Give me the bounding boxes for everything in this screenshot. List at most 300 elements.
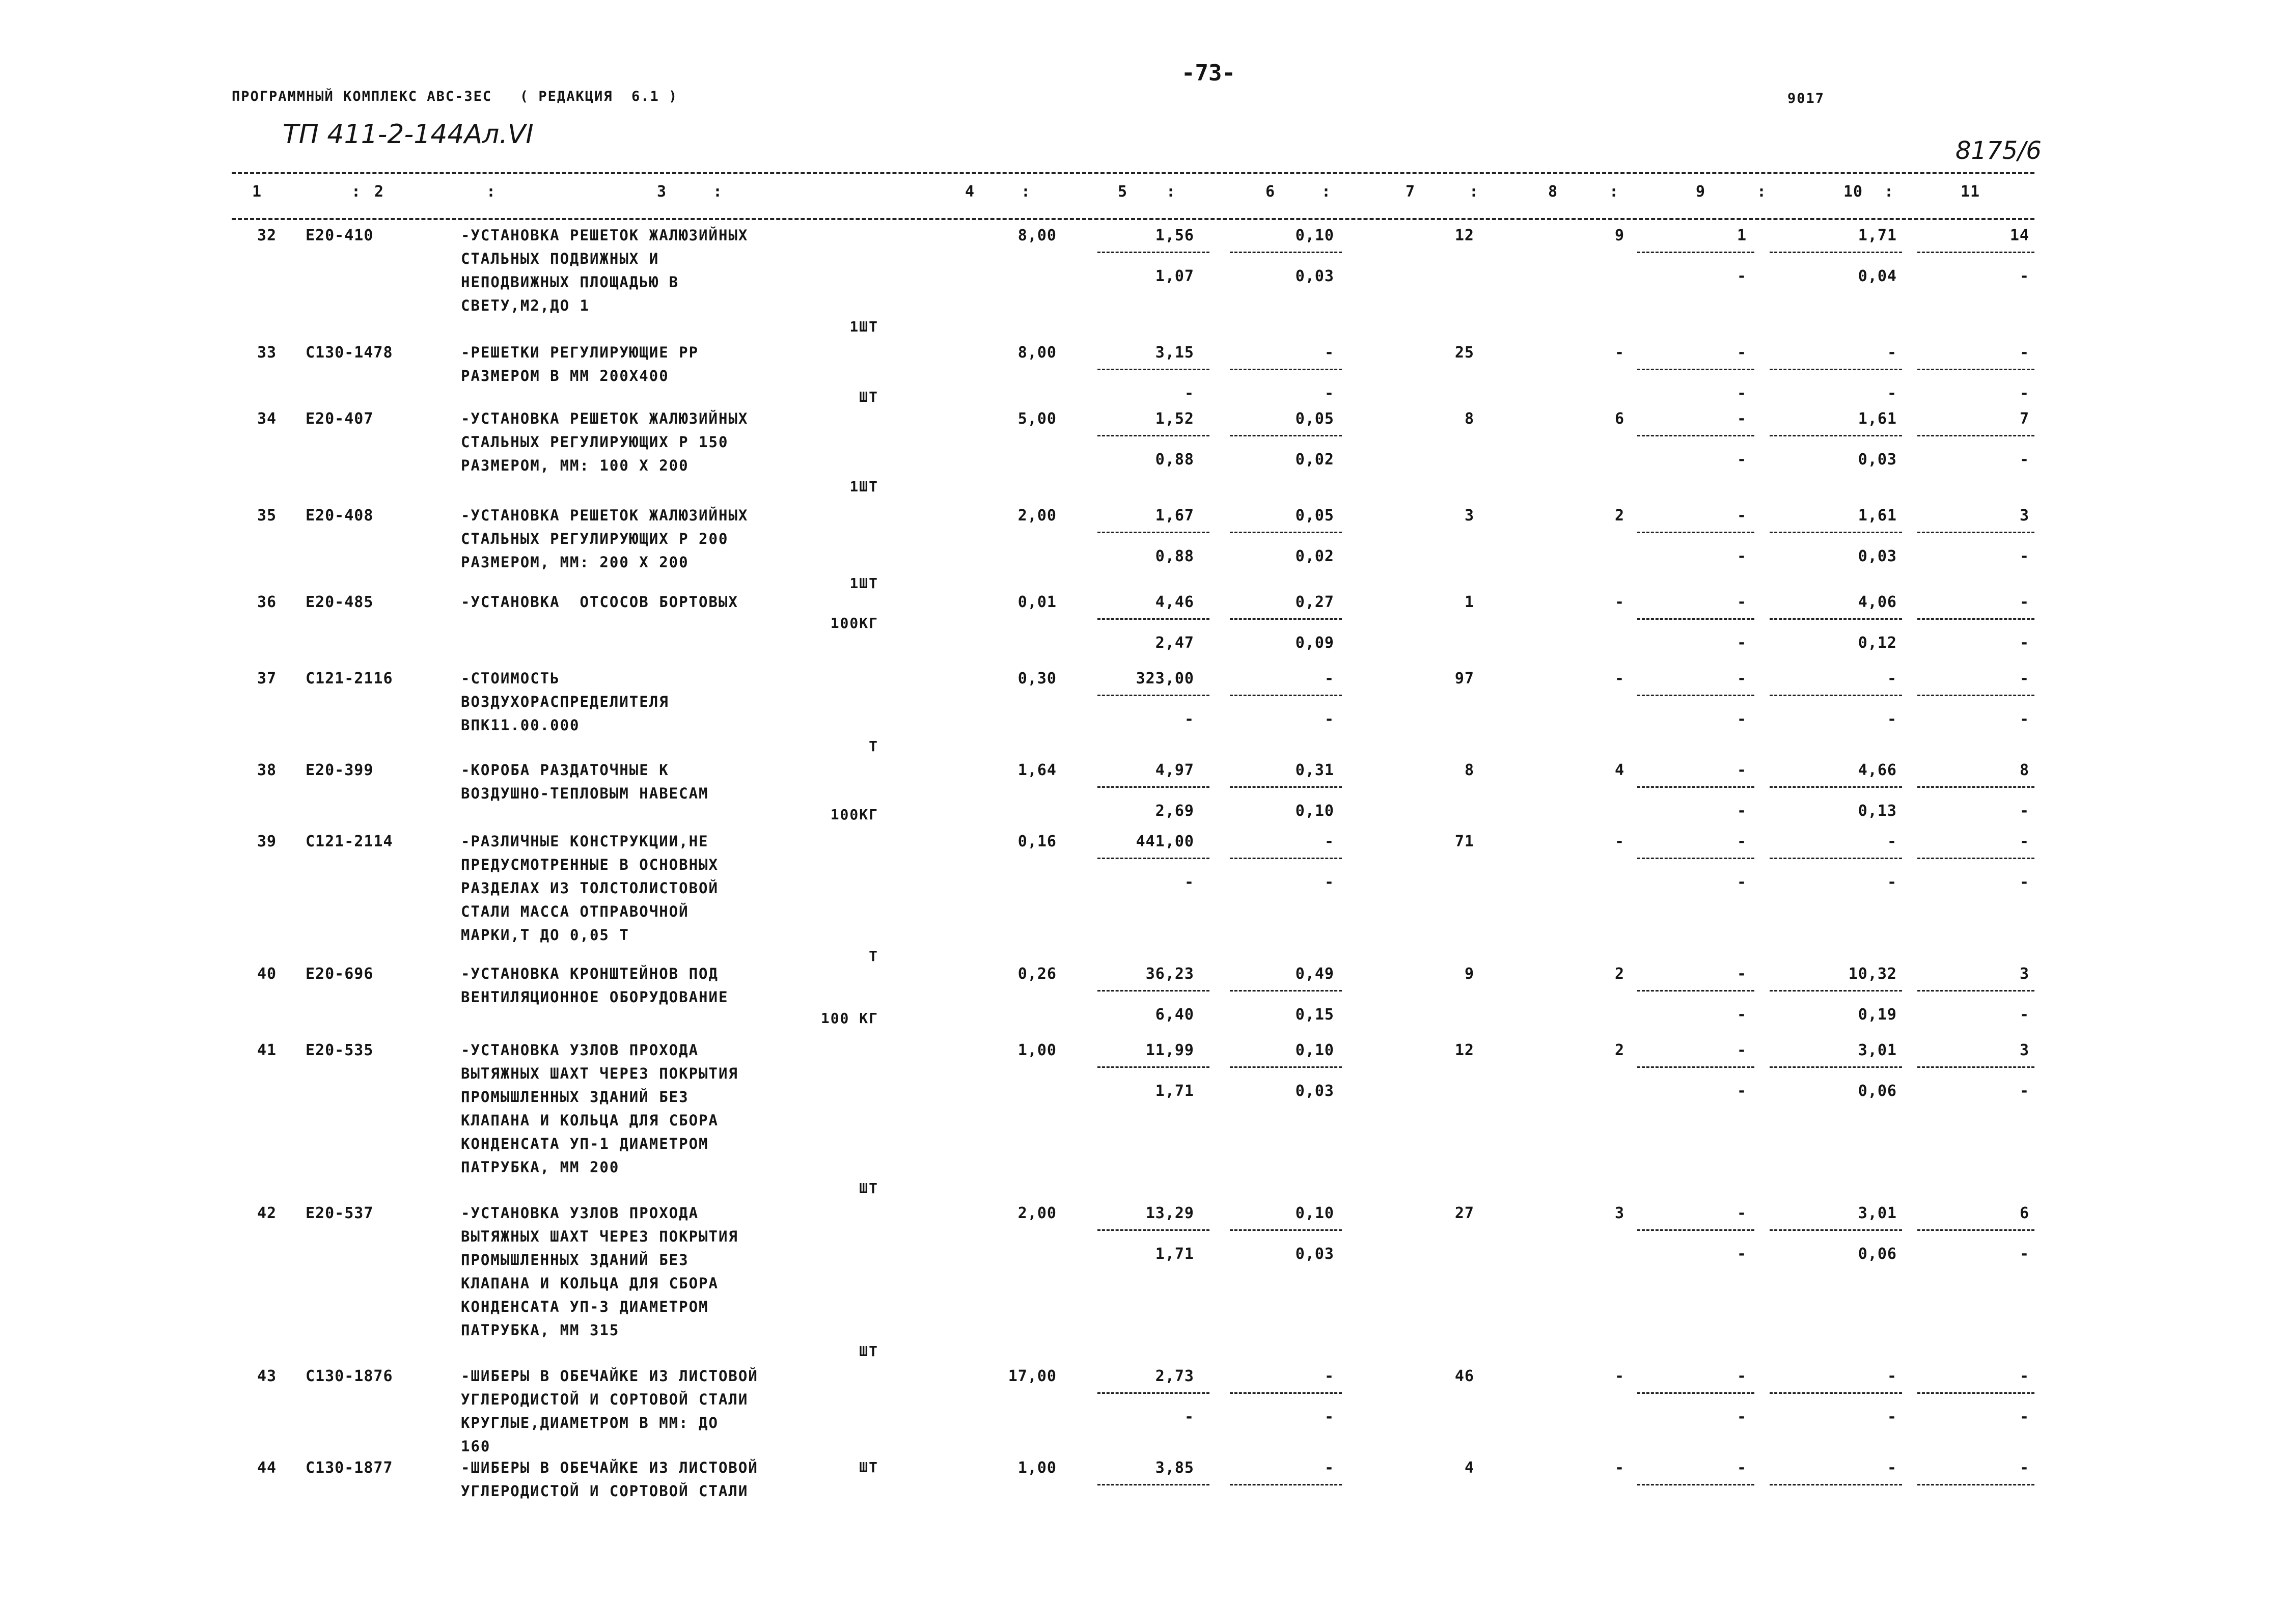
cell-divider <box>1637 369 1754 370</box>
cell-c7: 46 <box>1454 1367 1474 1385</box>
cell-c9b: - <box>1737 451 1747 469</box>
cell-c4: 17,00 <box>1008 1367 1057 1385</box>
cell-c6b: 0,03 <box>1295 267 1334 285</box>
cell-c6: 0,27 <box>1295 593 1334 611</box>
unit-label: 1ШТ <box>849 478 878 495</box>
cell-c10b: 0,06 <box>1858 1245 1897 1263</box>
description-line: -УСТАНОВКА КРОНШТЕЙНОВ ПОД <box>461 965 719 982</box>
cell-c9: - <box>1737 593 1747 611</box>
cell-c4: 2,00 <box>1017 507 1057 525</box>
column-separator: : <box>713 183 723 201</box>
column-header-9: 9 <box>1696 183 1706 201</box>
cell-c10: 3,01 <box>1858 1204 1897 1222</box>
row-number: 41 <box>257 1041 277 1059</box>
row-number: 44 <box>257 1459 277 1477</box>
cell-c11: - <box>2019 593 2029 611</box>
cell-c10b: 0,03 <box>1858 547 1897 565</box>
cell-c8: - <box>1614 1367 1624 1385</box>
cell-c4: 0,16 <box>1017 833 1057 850</box>
cell-c8: 4 <box>1614 761 1624 779</box>
cell-c6: - <box>1324 833 1334 850</box>
cell-divider <box>1097 618 1209 620</box>
column-header-8: 8 <box>1548 183 1558 201</box>
cell-divider <box>1230 252 1342 253</box>
column-separator: : <box>486 183 497 201</box>
cell-c9: - <box>1737 1204 1747 1222</box>
resource-code: Е20-485 <box>306 593 374 611</box>
cell-c8: 9 <box>1614 227 1624 244</box>
cell-c9: - <box>1737 761 1747 779</box>
cell-c8: 3 <box>1614 1204 1624 1222</box>
cell-c11: 8 <box>2019 761 2029 779</box>
cell-c10b: - <box>1887 710 1897 728</box>
cell-c7: 27 <box>1454 1204 1474 1222</box>
cell-c6: - <box>1324 1459 1334 1477</box>
cell-c6: - <box>1324 344 1334 362</box>
cell-divider <box>1097 786 1209 788</box>
cell-c10: 10,32 <box>1848 965 1897 983</box>
description-line: КЛАПАНА И КОЛЬЦА ДЛЯ СБОРА <box>461 1275 719 1292</box>
cell-divider <box>1097 695 1209 696</box>
cell-c10: - <box>1887 1367 1897 1385</box>
row-number: 32 <box>257 227 277 244</box>
cell-c10b: 0,12 <box>1858 634 1897 652</box>
description-line: -ШИБЕРЫ В ОБЕЧАЙКЕ ИЗ ЛИСТОВОЙ <box>461 1367 758 1385</box>
cell-divider <box>1097 1484 1209 1485</box>
description-line: РАЗДЕЛАХ ИЗ ТОЛСТОЛИСТОВОЙ <box>461 879 719 897</box>
cell-c9b: - <box>1737 1082 1747 1100</box>
column-header-2: 2 <box>374 183 384 201</box>
cell-c6: 0,49 <box>1295 965 1334 983</box>
cell-c9: - <box>1737 1367 1747 1385</box>
cell-divider <box>1637 695 1754 696</box>
description-line: ПРОМЫШЛЕННЫХ ЗДАНИЙ БЕЗ <box>461 1088 689 1106</box>
cell-c6b: - <box>1324 710 1334 728</box>
cell-c7: 4 <box>1464 1459 1474 1477</box>
cell-divider <box>1230 435 1342 436</box>
description-line: -КОРОБА РАЗДАТОЧНЫЕ К <box>461 761 669 779</box>
cell-c9b: - <box>1737 1006 1747 1024</box>
row-number: 34 <box>257 410 277 428</box>
cell-divider <box>1770 532 1902 533</box>
description-line: ВПК11.00.000 <box>461 717 580 734</box>
cell-c9b: - <box>1737 634 1747 652</box>
cell-c5b: - <box>1184 384 1194 402</box>
cell-divider <box>1230 1392 1342 1394</box>
cell-divider <box>1230 369 1342 370</box>
cell-c10b: - <box>1887 1408 1897 1426</box>
cell-divider <box>1230 532 1342 533</box>
column-header-10: 10 <box>1843 183 1863 201</box>
cell-divider <box>1230 695 1342 696</box>
cell-c9b: - <box>1737 710 1747 728</box>
cell-c9b: - <box>1737 384 1747 402</box>
program-header: ПРОГРАММНЫЙ КОМПЛЕКС АВС-3ЕС ( РЕДАКЦИЯ 6.1 ) <box>232 89 678 104</box>
cell-c5: 36,23 <box>1145 965 1194 983</box>
cell-divider <box>1097 858 1209 859</box>
cell-c11b: - <box>2019 1408 2029 1426</box>
sheet-number: 8175/6 <box>1956 136 2042 165</box>
cell-divider <box>1097 1392 1209 1394</box>
column-separator: : <box>1757 183 1767 201</box>
column-separator: : <box>1166 183 1176 201</box>
document-code: 9017 <box>1787 91 1825 106</box>
cell-c11b: - <box>2019 802 2029 820</box>
cell-c6: 0,31 <box>1295 761 1334 779</box>
resource-code: Е20-407 <box>306 410 374 428</box>
cell-c9b: - <box>1737 1408 1747 1426</box>
cell-divider <box>1097 435 1209 436</box>
description-line: 160 <box>461 1438 491 1455</box>
cell-c11: 3 <box>2019 1041 2029 1059</box>
description-line: -УСТАНОВКА УЗЛОВ ПРОХОДА <box>461 1204 699 1222</box>
cell-c5b: 1,71 <box>1155 1245 1194 1263</box>
description-line: -УСТАНОВКА РЕШЕТОК ЖАЛЮЗИЙНЫХ <box>461 227 749 244</box>
description-line: РАЗМЕРОМ, ММ: 200 Х 200 <box>461 554 689 571</box>
cell-c5: 13,29 <box>1145 1204 1194 1222</box>
description-line: РАЗМЕРОМ В ММ 200Х400 <box>461 367 669 384</box>
cell-divider <box>1770 369 1902 370</box>
cell-c7: 8 <box>1464 761 1474 779</box>
unit-label: 1ШТ <box>849 318 878 335</box>
cell-divider <box>1230 786 1342 788</box>
cell-divider <box>1917 695 2034 696</box>
page-number: -73- <box>1181 60 1235 86</box>
cell-c4: 1,00 <box>1017 1041 1057 1059</box>
cell-c6b: - <box>1324 1408 1334 1426</box>
cell-c5b: 2,47 <box>1155 634 1194 652</box>
cell-c10: - <box>1887 344 1897 362</box>
cell-divider <box>1917 1066 2034 1068</box>
resource-code: Е20-696 <box>306 965 374 983</box>
cell-c11b: - <box>2019 1006 2029 1024</box>
resource-code: Е20-537 <box>306 1204 374 1222</box>
cell-c5: 1,56 <box>1155 227 1194 244</box>
cell-divider <box>1770 695 1902 696</box>
cell-divider <box>1917 369 2034 370</box>
cell-c5: 4,97 <box>1155 761 1194 779</box>
cell-c8: 6 <box>1614 410 1624 428</box>
cell-c7: 1 <box>1464 593 1474 611</box>
cell-c5: 323,00 <box>1136 670 1194 687</box>
cell-divider <box>1230 858 1342 859</box>
description-line: СТАЛЬНЫХ ПОДВИЖНЫХ И <box>461 250 659 267</box>
cell-c10: 1,71 <box>1858 227 1897 244</box>
cell-c5b: - <box>1184 1408 1194 1426</box>
cell-c10: 4,06 <box>1858 593 1897 611</box>
unit-label: 100 КГ <box>820 1010 878 1027</box>
cell-c7: 9 <box>1464 965 1474 983</box>
cell-divider <box>1917 435 2034 436</box>
cell-divider <box>1917 532 2034 533</box>
cell-divider <box>1770 990 1902 992</box>
table-header-rule <box>232 218 2034 220</box>
cell-c11: - <box>2019 833 2029 850</box>
row-number: 33 <box>257 344 277 362</box>
cell-c5: 1,52 <box>1155 410 1194 428</box>
cell-c4: 1,00 <box>1017 1459 1057 1477</box>
cell-c6: 0,10 <box>1295 1204 1334 1222</box>
description-line: КОНДЕНСАТА УП-3 ДИАМЕТРОМ <box>461 1298 709 1315</box>
description-line: МАРКИ,Т ДО 0,05 Т <box>461 926 629 944</box>
cell-divider <box>1770 435 1902 436</box>
resource-code: С121-2114 <box>306 833 393 850</box>
cell-divider <box>1917 252 2034 253</box>
cell-c11b: - <box>2019 547 2029 565</box>
cell-divider <box>1917 858 2034 859</box>
column-separator: : <box>1609 183 1619 201</box>
description-line: РАЗМЕРОМ, ММ: 100 Х 200 <box>461 457 689 474</box>
cell-divider <box>1637 1392 1754 1394</box>
resource-code: С130-1478 <box>306 344 393 362</box>
cell-c11: 3 <box>2019 507 2029 525</box>
description-line: ВЕНТИЛЯЦИОННОЕ ОБОРУДОВАНИЕ <box>461 988 729 1006</box>
cell-divider <box>1230 990 1342 992</box>
unit-label: ШТ <box>859 1180 878 1197</box>
cell-c5: 3,15 <box>1155 344 1194 362</box>
cell-c5b: 2,69 <box>1155 802 1194 820</box>
cell-c6b: 0,03 <box>1295 1082 1334 1100</box>
cell-c10: 1,61 <box>1858 507 1897 525</box>
cell-divider <box>1917 990 2034 992</box>
cell-divider <box>1097 532 1209 533</box>
cell-divider <box>1637 786 1754 788</box>
cell-c7: 3 <box>1464 507 1474 525</box>
description-line: КЛАПАНА И КОЛЬЦА ДЛЯ СБОРА <box>461 1112 719 1129</box>
cell-c8: 2 <box>1614 1041 1624 1059</box>
cell-c8: - <box>1614 344 1624 362</box>
cell-c9: - <box>1737 344 1747 362</box>
column-header-1: 1 <box>252 183 262 201</box>
cell-divider <box>1637 252 1754 253</box>
cell-c7: 25 <box>1454 344 1474 362</box>
description-line: ПАТРУБКА, ММ 315 <box>461 1322 620 1339</box>
cell-divider <box>1637 1229 1754 1231</box>
resource-code: Е20-408 <box>306 507 374 525</box>
description-line: СТАЛИ МАССА ОТПРАВОЧНОЙ <box>461 903 689 920</box>
cell-c11b: - <box>2019 873 2029 891</box>
cell-c11: - <box>2019 344 2029 362</box>
row-number: 39 <box>257 833 277 850</box>
row-number: 43 <box>257 1367 277 1385</box>
cell-c8: - <box>1614 593 1624 611</box>
cell-c9b: - <box>1737 547 1747 565</box>
cell-c9: - <box>1737 965 1747 983</box>
cell-c11: - <box>2019 1459 2029 1477</box>
cell-c10: 1,61 <box>1858 410 1897 428</box>
cell-c9: - <box>1737 670 1747 687</box>
cell-c10: - <box>1887 833 1897 850</box>
cell-c5: 1,67 <box>1155 507 1194 525</box>
description-line: -РАЗЛИЧНЫЕ КОНСТРУКЦИИ,НЕ <box>461 833 709 850</box>
cell-c8: - <box>1614 833 1624 850</box>
description-line: ВЫТЯЖНЫХ ШАХТ ЧЕРЕЗ ПОКРЫТИЯ <box>461 1228 738 1245</box>
cell-c11b: - <box>2019 451 2029 469</box>
cell-c10b: 0,03 <box>1858 451 1897 469</box>
cell-divider <box>1917 1484 2034 1485</box>
resource-code: Е20-535 <box>306 1041 374 1059</box>
description-line: ПАТРУБКА, ММ 200 <box>461 1159 620 1176</box>
cell-c10: 3,01 <box>1858 1041 1897 1059</box>
cell-divider <box>1637 435 1754 436</box>
cell-c6: 0,05 <box>1295 507 1334 525</box>
resource-code: С130-1876 <box>306 1367 393 1385</box>
cell-divider <box>1230 618 1342 620</box>
column-header-11: 11 <box>1961 183 1980 201</box>
cell-c6b: 0,10 <box>1295 802 1334 820</box>
resource-code: Е20-399 <box>306 761 374 779</box>
column-header-7: 7 <box>1406 183 1416 201</box>
cell-c4: 2,00 <box>1017 1204 1057 1222</box>
cell-c6: - <box>1324 670 1334 687</box>
cell-c10b: - <box>1887 873 1897 891</box>
cell-divider <box>1770 1066 1902 1068</box>
description-line: -УСТАНОВКА РЕШЕТОК ЖАЛЮЗИЙНЫХ <box>461 410 749 427</box>
cell-divider <box>1637 1484 1754 1485</box>
cell-c10b: 0,04 <box>1858 267 1897 285</box>
cell-divider <box>1097 990 1209 992</box>
cell-divider <box>1917 786 2034 788</box>
row-number: 40 <box>257 965 277 983</box>
cell-divider <box>1637 532 1754 533</box>
cell-divider <box>1770 1229 1902 1231</box>
cell-divider <box>1917 618 2034 620</box>
description-line: ВОЗДУШНО-ТЕПЛОВЫМ НАВЕСАМ <box>461 785 709 802</box>
cell-c9b: - <box>1737 802 1747 820</box>
cell-divider <box>1230 1066 1342 1068</box>
cell-c11b: - <box>2019 1082 2029 1100</box>
description-line: КРУГЛЫЕ,ДИАМЕТРОМ В ММ: ДО <box>461 1414 719 1432</box>
description-line: ПРОМЫШЛЕННЫХ ЗДАНИЙ БЕЗ <box>461 1251 689 1269</box>
column-separator: : <box>1884 183 1894 201</box>
unit-label: 100КГ <box>830 806 878 823</box>
column-header-5: 5 <box>1118 183 1128 201</box>
description-line: СВЕТУ,М2,ДО 1 <box>461 297 590 314</box>
cell-c5: 3,85 <box>1155 1459 1194 1477</box>
cell-c6b: 0,09 <box>1295 634 1334 652</box>
cell-divider <box>1770 618 1902 620</box>
unit-label: 1ШТ <box>849 575 878 592</box>
cell-c5: 441,00 <box>1136 833 1194 850</box>
cell-c7: 12 <box>1454 1041 1474 1059</box>
cell-divider <box>1230 1229 1342 1231</box>
resource-code: С121-2116 <box>306 670 393 687</box>
resource-code: Е20-410 <box>306 227 374 244</box>
row-number: 37 <box>257 670 277 687</box>
description-line: КОНДЕНСАТА УП-1 ДИАМЕТРОМ <box>461 1135 709 1152</box>
cell-c10: 4,66 <box>1858 761 1897 779</box>
description-line: НЕПОДВИЖНЫХ ПЛОЩАДЬЮ В <box>461 273 679 291</box>
cell-c10b: 0,13 <box>1858 802 1897 820</box>
description-line: ВЫТЯЖНЫХ ШАХТ ЧЕРЕЗ ПОКРЫТИЯ <box>461 1065 738 1082</box>
cell-c7: 8 <box>1464 410 1474 428</box>
column-header-3: 3 <box>657 183 667 201</box>
cell-c6b: 0,03 <box>1295 1245 1334 1263</box>
cell-c8: - <box>1614 670 1624 687</box>
cell-c6b: 0,02 <box>1295 547 1334 565</box>
cell-c4: 1,64 <box>1017 761 1057 779</box>
cell-c9b: - <box>1737 267 1747 285</box>
cell-divider <box>1917 1392 2034 1394</box>
cell-c6b: - <box>1324 873 1334 891</box>
unit-label: Т <box>869 738 878 755</box>
cell-c4: 0,01 <box>1017 593 1057 611</box>
unit-label: Т <box>869 948 878 965</box>
cell-c9: - <box>1737 410 1747 428</box>
row-number: 36 <box>257 593 277 611</box>
cell-c5b: 0,88 <box>1155 451 1194 469</box>
description-line: -СТОИМОСТЬ <box>461 670 560 687</box>
cell-c4: 5,00 <box>1017 410 1057 428</box>
row-number: 42 <box>257 1204 277 1222</box>
cell-c5b: 0,88 <box>1155 547 1194 565</box>
cell-c7: 12 <box>1454 227 1474 244</box>
description-line: -ШИБЕРЫ В ОБЕЧАЙКЕ ИЗ ЛИСТОВОЙ <box>461 1459 758 1476</box>
cell-c5b: 1,07 <box>1155 267 1194 285</box>
description-line: УГЛЕРОДИСТОЙ И СОРТОВОЙ СТАЛИ <box>461 1391 749 1408</box>
description-line: ПРЕДУСМОТРЕННЫЕ В ОСНОВНЫХ <box>461 856 719 873</box>
cell-c5: 4,46 <box>1155 593 1194 611</box>
cell-c11: 7 <box>2019 410 2029 428</box>
cell-divider <box>1917 1229 2034 1231</box>
cell-divider <box>1770 786 1902 788</box>
unit-label: 100КГ <box>830 615 878 631</box>
cell-c6b: 0,02 <box>1295 451 1334 469</box>
cell-c8: 2 <box>1614 507 1624 525</box>
cell-divider <box>1770 252 1902 253</box>
column-separator: : <box>1469 183 1479 201</box>
cell-c5b: - <box>1184 873 1194 891</box>
cell-c11: 14 <box>2009 227 2029 244</box>
cell-c6: 0,10 <box>1295 227 1334 244</box>
cell-c5: 11,99 <box>1145 1041 1194 1059</box>
description-line: ВОЗДУХОРАСПРЕДЕЛИТЕЛЯ <box>461 693 669 710</box>
column-header-4: 4 <box>965 183 975 201</box>
cell-c11: 6 <box>2019 1204 2029 1222</box>
unit-label: ШТ <box>859 1343 878 1360</box>
cell-c11b: - <box>2019 384 2029 402</box>
unit-label: ШТ <box>859 389 878 405</box>
column-separator: : <box>351 183 362 201</box>
cell-c9: - <box>1737 1459 1747 1477</box>
cell-c11: 3 <box>2019 965 2029 983</box>
description-line: СТАЛЬНЫХ РЕГУЛИРУЮЩИХ Р 200 <box>461 530 729 547</box>
cell-c4: 0,30 <box>1017 670 1057 687</box>
row-number: 35 <box>257 507 277 525</box>
cell-divider <box>1770 858 1902 859</box>
cell-c5b: - <box>1184 710 1194 728</box>
cell-c4: 8,00 <box>1017 344 1057 362</box>
cell-c9: - <box>1737 507 1747 525</box>
cell-c9: - <box>1737 1041 1747 1059</box>
cell-c10: - <box>1887 1459 1897 1477</box>
project-stamp: ТП 411-2-144Ал.VI <box>283 119 534 150</box>
cell-divider <box>1097 369 1209 370</box>
cell-c6: - <box>1324 1367 1334 1385</box>
column-separator: : <box>1021 183 1031 201</box>
resource-code: С130-1877 <box>306 1459 393 1477</box>
description-line: СТАЛЬНЫХ РЕГУЛИРУЮЩИХ Р 150 <box>461 433 729 451</box>
cell-c11b: - <box>2019 634 2029 652</box>
cell-c9b: - <box>1737 1245 1747 1263</box>
cell-c6b: 0,15 <box>1295 1006 1334 1024</box>
cell-c8: - <box>1614 1459 1624 1477</box>
cell-divider <box>1097 252 1209 253</box>
cell-c9: 1 <box>1737 227 1747 244</box>
cell-divider <box>1637 858 1754 859</box>
cell-c5b: 6,40 <box>1155 1006 1194 1024</box>
cell-divider <box>1637 618 1754 620</box>
